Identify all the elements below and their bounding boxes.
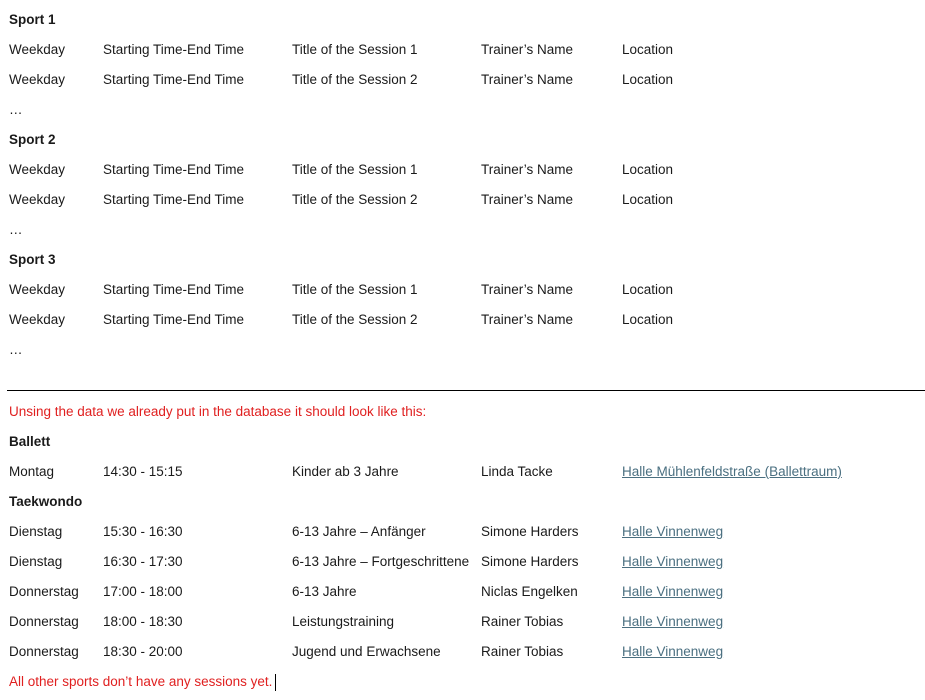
time-cell: Starting Time-End Time: [103, 162, 245, 177]
trainer-cell: Niclas Engelken: [481, 584, 578, 599]
trainer-cell: Simone Harders: [481, 554, 579, 569]
intro-note: Unsing the data we already put in the database it should look like this:: [9, 404, 427, 419]
horizontal-rule: [7, 390, 925, 391]
title-cell: 6-13 Jahre: [292, 584, 357, 599]
trainer-cell: Rainer Tobias: [481, 614, 564, 629]
schedule-row: [9, 65, 919, 95]
weekday-cell: Donnerstag: [9, 614, 79, 629]
title-cell: Title of the Session 2: [292, 192, 418, 207]
schedule-row: [9, 457, 919, 487]
title-cell: Title of the Session 1: [292, 282, 418, 297]
trainer-cell: Linda Tacke: [481, 464, 553, 479]
text-cursor: [275, 674, 276, 691]
title-cell: Jugend und Erwachsene: [292, 644, 441, 659]
trainer-cell: Trainer’s Name: [481, 192, 574, 207]
location-cell: Location: [622, 192, 674, 207]
title-cell: Kinder ab 3 Jahre: [292, 464, 399, 479]
trainer-cell: Simone Harders: [481, 524, 579, 539]
time-cell: Starting Time-End Time: [103, 282, 245, 297]
location-link[interactable]: Halle Vinnenweg: [622, 584, 724, 599]
schedule-row: [9, 185, 919, 215]
location-link[interactable]: Halle Mühlenfeldstraße (Ballettraum): [622, 464, 842, 479]
location-link[interactable]: Halle Vinnenweg: [622, 644, 724, 659]
weekday-cell: Weekday: [9, 72, 66, 87]
trainer-cell: Trainer’s Name: [481, 282, 574, 297]
location-link[interactable]: Halle Vinnenweg: [622, 614, 724, 629]
sport-heading: Ballett: [9, 434, 51, 449]
title-cell: Title of the Session 1: [292, 162, 418, 177]
weekday-cell: Dienstag: [9, 554, 63, 569]
location-link[interactable]: Halle Vinnenweg: [622, 524, 724, 539]
time-cell: 16:30 - 17:30: [103, 554, 183, 569]
title-cell: Title of the Session 2: [292, 72, 418, 87]
title-cell: 6-13 Jahre – Anfänger: [292, 524, 426, 539]
location-cell: Location: [622, 72, 674, 87]
schedule-row: [9, 35, 919, 65]
schedule-row: [9, 607, 919, 637]
time-cell: Starting Time-End Time: [103, 192, 245, 207]
time-cell: Starting Time-End Time: [103, 42, 245, 57]
title-cell: Title of the Session 1: [292, 42, 418, 57]
time-cell: 14:30 - 15:15: [103, 464, 183, 479]
ellipsis: …: [9, 222, 23, 237]
trainer-cell: Rainer Tobias: [481, 644, 564, 659]
schedule-row: [9, 577, 919, 607]
trainer-cell: Trainer’s Name: [481, 72, 574, 87]
time-cell: 17:00 - 18:00: [103, 584, 183, 599]
footer-note[interactable]: [9, 667, 919, 697]
schedule-row: [9, 517, 919, 547]
template-section: [9, 5, 919, 365]
weekday-cell: Montag: [9, 464, 55, 479]
weekday-cell: Weekday: [9, 192, 66, 207]
weekday-cell: Weekday: [9, 282, 66, 297]
weekday-cell: Weekday: [9, 312, 66, 327]
trainer-cell: Trainer’s Name: [481, 42, 574, 57]
location-cell: Location: [622, 312, 674, 327]
time-cell: 18:30 - 20:00: [103, 644, 183, 659]
location-cell: Location: [622, 282, 674, 297]
time-cell: 15:30 - 16:30: [103, 524, 183, 539]
schedule-row: [9, 155, 919, 185]
title-cell: 6-13 Jahre – Fortgeschrittene: [292, 554, 470, 569]
schedule-row: [9, 275, 919, 305]
time-cell: Starting Time-End Time: [103, 312, 245, 327]
title-cell: Leistungstraining: [292, 614, 395, 629]
location-cell: Location: [622, 162, 674, 177]
sport-heading: Taekwondo: [9, 494, 83, 509]
title-cell: Title of the Session 2: [292, 312, 418, 327]
schedule-row: [9, 305, 919, 335]
trainer-cell: Trainer’s Name: [481, 162, 574, 177]
example-section: [9, 397, 919, 697]
footer-note-text: All other sports don’t have any sessions yet.: [9, 674, 273, 689]
location-link[interactable]: Halle Vinnenweg: [622, 554, 724, 569]
weekday-cell: Weekday: [9, 162, 66, 177]
schedule-row: [9, 547, 919, 577]
weekday-cell: Weekday: [9, 42, 66, 57]
sport-heading: Sport 1: [9, 12, 56, 27]
time-cell: Starting Time-End Time: [103, 72, 245, 87]
sport-heading: Sport 2: [9, 132, 56, 147]
trainer-cell: Trainer’s Name: [481, 312, 574, 327]
location-cell: Location: [622, 42, 674, 57]
ellipsis: …: [9, 102, 23, 117]
sport-heading: Sport 3: [9, 252, 56, 267]
schedule-row: [9, 637, 919, 667]
weekday-cell: Donnerstag: [9, 584, 79, 599]
time-cell: 18:00 - 18:30: [103, 614, 183, 629]
weekday-cell: Donnerstag: [9, 644, 79, 659]
weekday-cell: Dienstag: [9, 524, 63, 539]
ellipsis: …: [9, 342, 23, 357]
